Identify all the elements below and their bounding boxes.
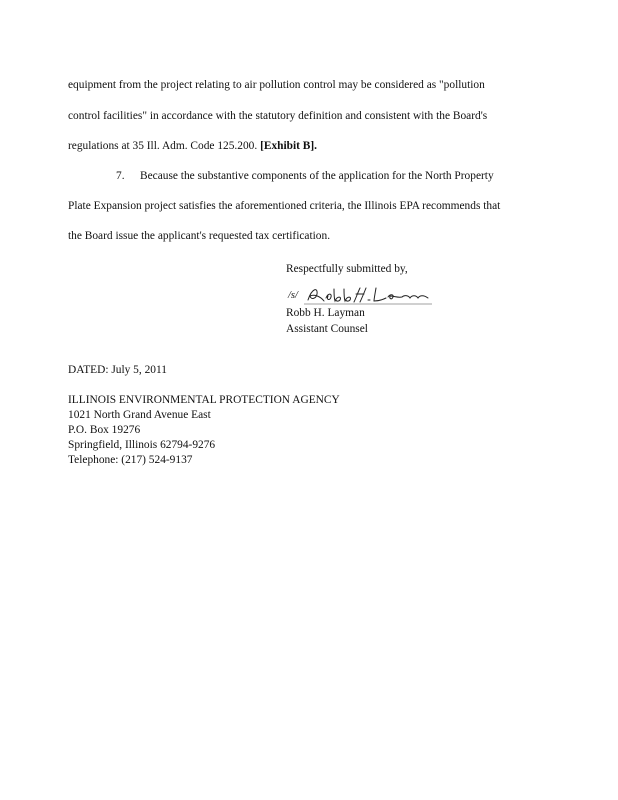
- signature-line: [288, 284, 434, 306]
- po-box: P.O. Box 19276: [68, 424, 141, 436]
- paragraph-2-line-2: Plate Expansion project satisfies the aforementioned criteria, the Illinois EPA recommends that: [68, 200, 501, 212]
- exhibit-reference: [Exhibit B].: [260, 140, 318, 152]
- paragraph-1-line-2: control facilities" in accordance with the statutory definition and consistent with the Board's: [68, 110, 488, 122]
- dated-line: DATED: July 5, 2011: [68, 364, 167, 376]
- telephone: Telephone: (217) 524-9137: [68, 454, 193, 466]
- signer-name: Robb H. Layman: [286, 307, 365, 319]
- paragraph-2-number: 7.: [116, 170, 125, 182]
- agency-name: ILLINOIS ENVIRONMENTAL PROTECTION AGENCY: [68, 394, 340, 406]
- paragraph-2-line-3: the Board issue the applicant's requested tax certification.: [68, 230, 331, 242]
- signer-title: Assistant Counsel: [286, 323, 368, 335]
- paragraph-2-line-1: Because the substantive components of the application for the North Property: [140, 170, 494, 182]
- closing-text: Respectfully submitted by,: [286, 263, 408, 275]
- regulation-citation: regulations at 35 Ill. Adm. Code 125.200.: [68, 140, 258, 152]
- paragraph-1-line-3: [68, 139, 317, 153]
- handwritten-signature: [304, 284, 434, 306]
- signature-prefix: /s/: [288, 289, 298, 301]
- street-address: 1021 North Grand Avenue East: [68, 409, 211, 421]
- paragraph-1-line-1: equipment from the project relating to air pollution control may be considered as "pollution: [68, 79, 485, 91]
- city-state-zip: Springfield, Illinois 62794-9276: [68, 439, 216, 451]
